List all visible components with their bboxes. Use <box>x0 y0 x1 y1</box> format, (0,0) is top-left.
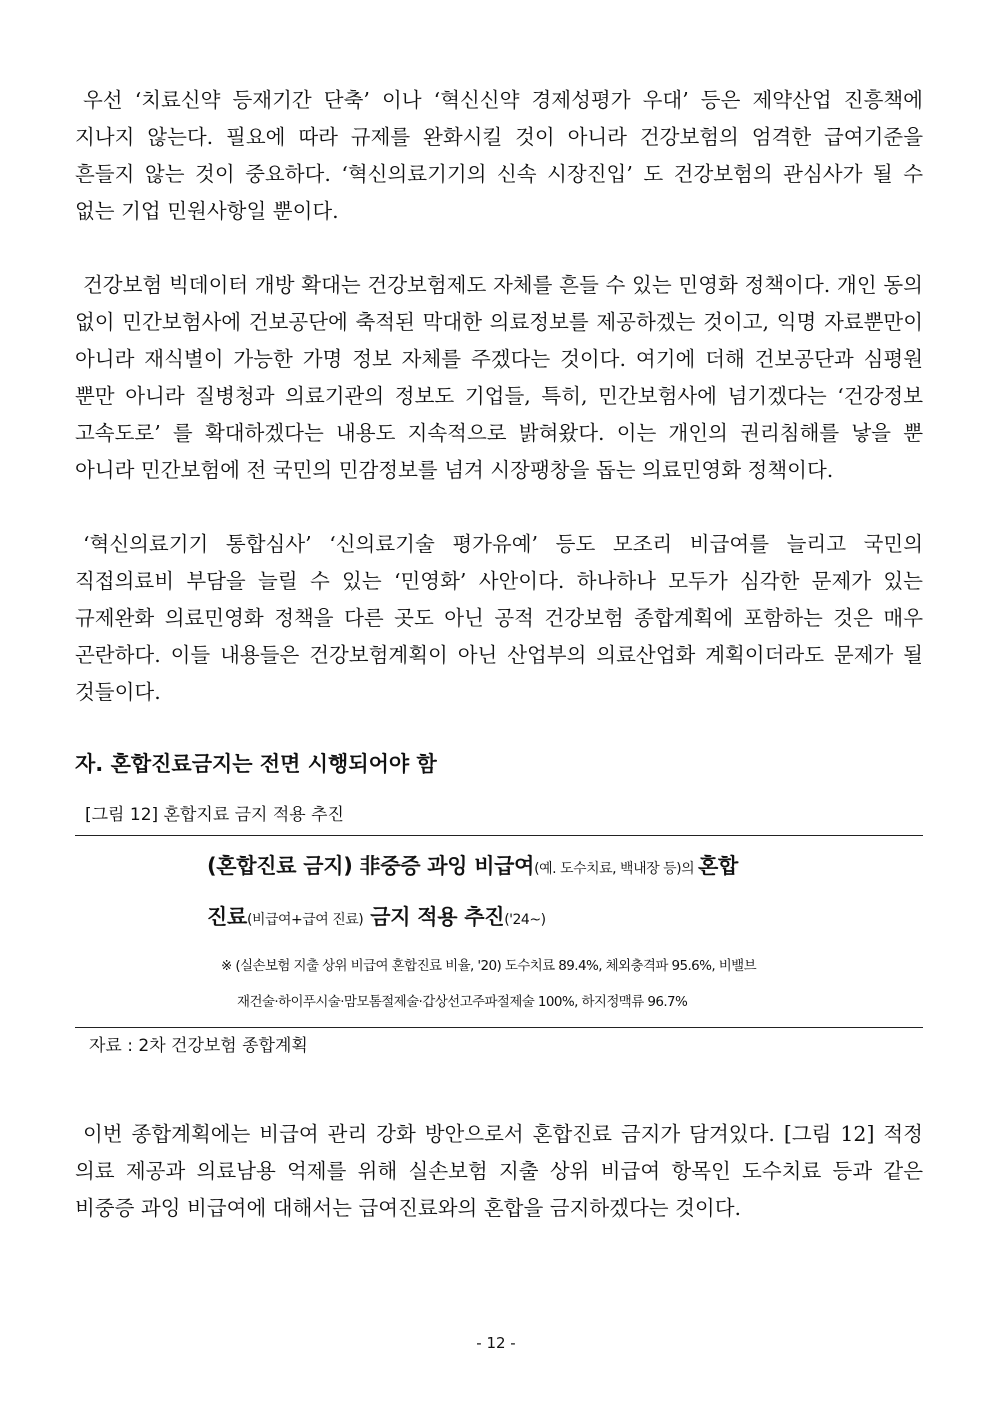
figure-line1-example: (예. 도수치료, 백내장 등) <box>534 861 682 877</box>
paragraph-deregulation: ‘혁신의료기기 통합심사’ ‘신의료기술 평가유예’ 등도 모조리 비급여를 늘리고 국민의 직접의료비 부담을 늘릴 수 있는 ‘민영화’ 사안이다. 하나하나 모두가 심각한 문제가 있는 규제완화 의료민영화 정책을 다른 곳도 아닌 공적 건강보험 종합계획에 포함하는 것은 매우 곤란하다. 이들 내용들은 건강보험계획이 아닌 산업부의 의료산업화 계획이더라도 문제가 될 것들이다. <box>75 532 923 704</box>
figure-line2-detail: (비급여+급여 진료) <box>246 912 364 928</box>
page-number: - 12 - <box>476 1334 516 1352</box>
figure-note-line-1: ※ (실손보험 지출 상위 비급여 혼합진료 비율, '20) 도수치료 89.4%, 체외충격파 95.6%, 비밸브 <box>221 958 757 974</box>
paragraph-pharma-policy: 우선 ‘치료신약 등재기간 단축’ 이나 ‘혁신신약 경제성평가 우대’ 등은 제약산업 진흥책에 지나지 않는다. 필요에 따라 규제를 완화시킬 것이 아니라 건강보험의 엄격한 급여기준을 흔들지 않는 것이 중요하다. ‘혁신의료기기의 신속 시장진입’ 도 건강보험의 관심사가 될 수 없는 기업 민원사항일 뿐이다. <box>75 88 923 223</box>
figure-line1-bold-a: (혼합진료 금지) 非중증 과잉 비급여 <box>207 854 535 878</box>
figure-line2-bold-b: 금지 적용 추진 <box>363 905 505 929</box>
figure-main-line-1 <box>75 842 923 893</box>
figure-note-line-2: 재건술·하이푸시술·맘모톰절제술·갑상선고주파절제술 100%, 하지정맥류 96.7% <box>237 994 688 1010</box>
figure-line2-date: ('24~) <box>504 912 546 928</box>
figure-caption: [그림 12] 혼합지료 금지 적용 추진 <box>85 805 344 825</box>
figure-line1-bold-b: 혼합 <box>698 854 739 878</box>
figure-main-line-2 <box>75 893 923 944</box>
figure-box <box>75 835 923 1028</box>
figure-line2-bold-a: 진료 <box>207 905 247 929</box>
section-heading: 자. 혼합진료금지는 전면 시행되어야 함 <box>75 752 437 776</box>
document-body <box>75 82 923 1227</box>
paragraph-big-data: 건강보험 빅데이터 개방 확대는 건강보험제도 자체를 흔들 수 있는 민영화 정책이다. 개인 동의 없이 민간보험사에 건보공단에 축적된 막대한 의료정보를 제공하겠는 것이고, 익명 자료뿐만이 아니라 재식별이 가능한 가명 정보 자체를 주겠다는 것이다. 여기에 더해 건보공단과 심평원 뿐만 아니라 질병청과 의료기관의 정보도 기업들, 특히, 민간보험사에 넘기겠다는 ‘건강정보 고속도로’ 를 확대하겠다는 내용도 지속적으로 밝혀왔다. 이는 개인의 권리침해를 낳을 뿐 아니라 민간보험에 전 국민의 민감정보를 넘겨 시장팽창을 돕는 의료민영화 정책이다. <box>75 273 923 482</box>
figure-source: 자료 : 2차 건강보험 종합계획 <box>89 1036 308 1056</box>
figure-line1-tail: 의 <box>681 861 699 877</box>
paragraph-mixed-care: 이번 종합계획에는 비급여 관리 강화 방안으로서 혼합진료 금지가 담겨있다. [그림 12] 적정 의료 제공과 의료남용 억제를 위해 실손보험 지출 상위 비급여 항목인 도수치료 등과 같은 비중증 과잉 비급여에 대해서는 급여진료와의 혼합을 금지하겠다는 것이다. <box>75 1122 923 1220</box>
